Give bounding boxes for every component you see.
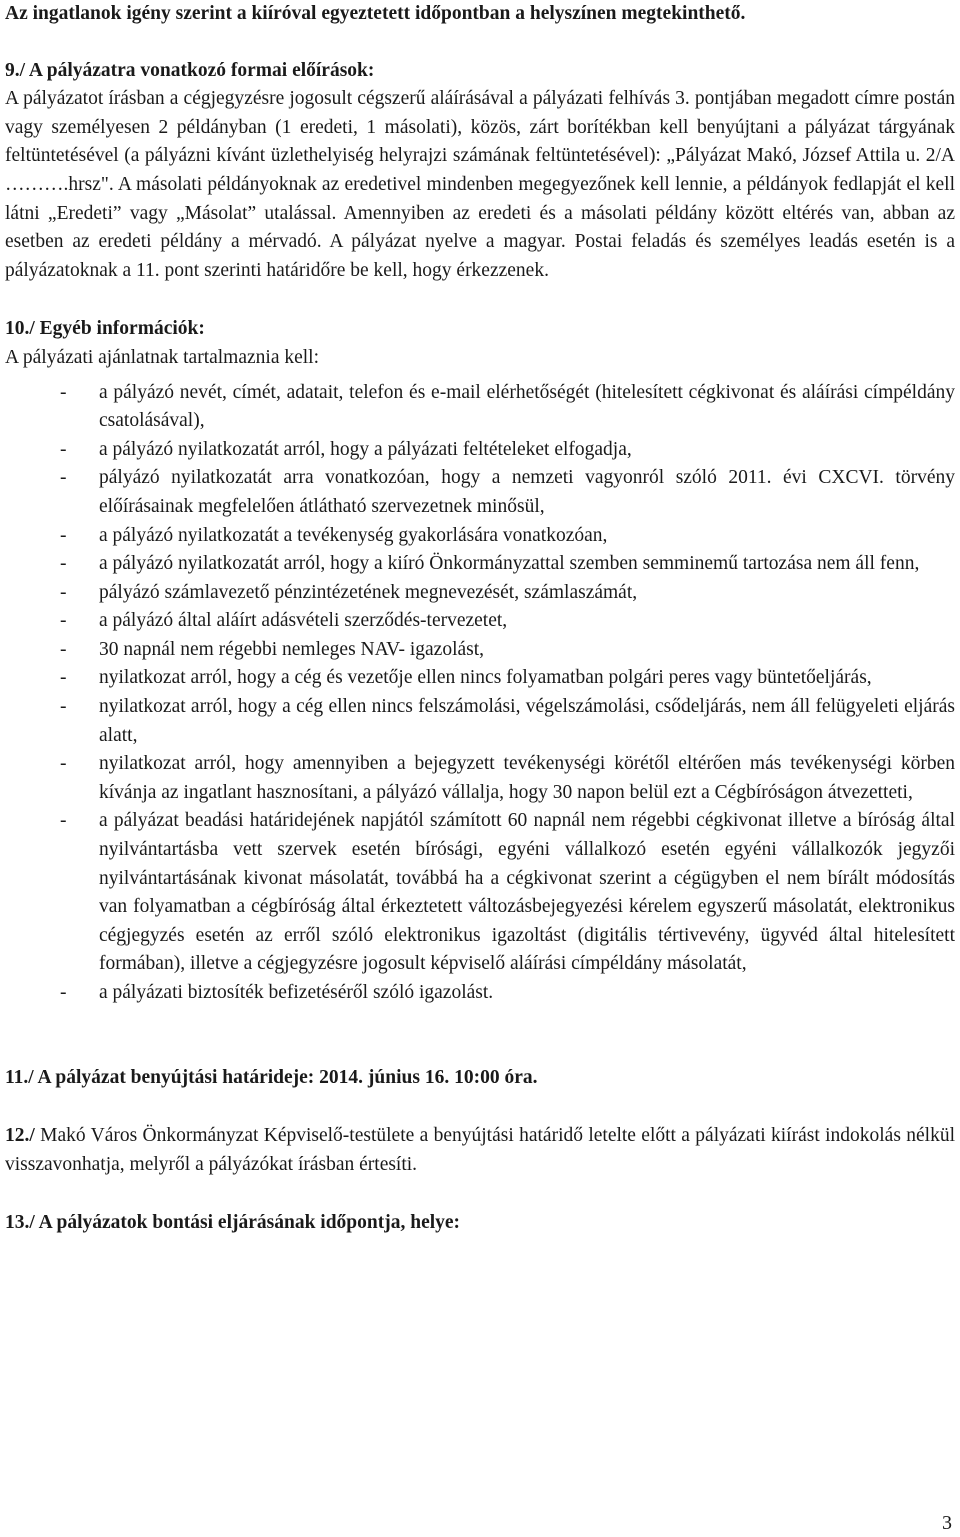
- list-item-text: pályázó nyilatkozatát arra vonatkozóan, hogy a nemzeti vagyonról szóló 2011. évi CXCVI. törvény előírásainak megfelelően átlátható szervezetnek minősül,: [99, 467, 955, 517]
- list-item-text: a pályázó nyilatkozatát arról, hogy a kiíró Önkormányzattal szemben semminemű tartozása nem áll fenn,: [99, 553, 920, 575]
- list-dash: -: [60, 381, 67, 403]
- requirements-list: [5, 379, 955, 1008]
- list-item-text: a pályázó nyilatkozatát a tevékenység gyakorlására vonatkozóan,: [99, 524, 608, 546]
- list-dash: -: [60, 696, 67, 718]
- list-item: [5, 636, 955, 665]
- list-dash: -: [60, 638, 67, 660]
- list-item: [5, 550, 955, 579]
- section-9: [5, 57, 955, 286]
- list-dash: -: [60, 467, 67, 489]
- list-item-text: nyilatkozat arról, hogy amennyiben a bejegyzett tevékenységi körétől eltérően más tevékenységi körben kívánja az ingatlant hasznosítani, a pályázó vállalja, hogy 30 napon belül ezt a Cégbíróságon átvezetteti,: [99, 753, 955, 803]
- section-10: [5, 315, 955, 1007]
- list-item: [5, 379, 955, 436]
- section-12: [5, 1122, 955, 1179]
- section-11-heading: 11./ A pályázat benyújtási határideje: 2014. június 16. 10:00 óra.: [5, 1066, 538, 1088]
- list-item: [5, 979, 955, 1008]
- list-item: [5, 807, 955, 979]
- section-9-text: A pályázatot írásban a cégjegyzésre jogosult cégszerű aláírásával a pályázati felhívás 3. pontjában megadott címre postán vagy személyesen 2 példányban (1 eredeti, 1 másolati), közös, zárt borítékban kell benyújtani a pályázat tárgyának feltüntetésével (a pályázni kívánt üzlethelyiség helyrajzi számának feltüntetésével): „Pályázat Makó, József Attila u. 2/A ……….hrsz". A másolati példányoknak az eredetivel mindenben megegyezőnek kell lennie, a példányok fedlapját el kell látni „Eredeti” vagy „Másolat” utalással. Amennyiben az eredeti és a másolati példány között eltérés van, abban az esetben az eredeti példány a mérvadó. A pályázat nyelve a magyar. Postai feladás és személyes leadás esetén is a pályázatoknak a 11. pont szerinti határidőre be kell, hogy érkezzenek.: [5, 88, 955, 281]
- list-dash: -: [60, 553, 67, 575]
- section-12-text: Makó Város Önkormányzat Képviselő-testülete a benyújtási határidő letelte előtt a pályázati kiírást indokolás nélkül visszavonhatja, melyről a pályázókat írásban értesíti.: [5, 1125, 955, 1175]
- document-page: [5, 0, 955, 1238]
- list-dash: -: [60, 610, 67, 632]
- list-dash: -: [60, 581, 67, 603]
- list-dash: -: [60, 982, 67, 1003]
- list-dash: -: [60, 438, 67, 460]
- section-9-heading: 9./ A pályázatra vonatkozó formai előírások:: [5, 59, 375, 81]
- list-item-text: nyilatkozat arról, hogy a cég és vezetője ellen nincs folyamatban polgári peres vagy büntetőeljárás,: [99, 667, 872, 689]
- list-item: [5, 579, 955, 608]
- list-item-text: a pályázó nevét, címét, adatait, telefon és e-mail elérhetőségét (hitelesített cégkivonat és aláírási címpéldány csatolásával),: [99, 381, 955, 432]
- list-item: [5, 464, 955, 521]
- list-item: [5, 664, 955, 693]
- list-item-text: a pályázó által aláírt adásvételi szerződés-tervezetet,: [99, 610, 508, 632]
- list-dash: -: [60, 667, 67, 689]
- list-dash: -: [60, 753, 67, 775]
- list-item-text: nyilatkozat arról, hogy a cég ellen nincs felszámolási, végelszámolási, csődeljárás, nem áll felügyeleti eljárás alatt,: [99, 696, 955, 746]
- list-item: [5, 693, 955, 750]
- section-13-heading: 13./ A pályázatok bontási eljárásának időpontja, helye:: [5, 1212, 461, 1234]
- section-10-heading: 10./ Egyéb információk:: [5, 318, 205, 340]
- list-item: [5, 607, 955, 636]
- list-item-text: pályázó számlavezető pénzintézetének megnevezését, számlaszámát,: [99, 581, 638, 603]
- list-item: [5, 522, 955, 551]
- page-number: 3: [942, 1512, 952, 1534]
- list-dash: -: [60, 524, 67, 546]
- section-10-intro: A pályázati ajánlatnak tartalmaznia kell:: [5, 346, 320, 368]
- list-item-text: 30 napnál nem régebbi nemleges NAV- igazolást,: [99, 638, 485, 660]
- list-dash: -: [60, 810, 67, 832]
- list-item-text: a pályázó nyilatkozatát arról, hogy a pályázati feltételeket elfogadja,: [99, 438, 632, 460]
- section-12-label: 12./: [5, 1125, 35, 1147]
- intro-paragraph: Az ingatlanok igény szerint a kiíróval egyeztetett időpontban a helyszínen megtekinthető.: [5, 3, 746, 24]
- list-item-text: a pályázat beadási határidejének napjától számított 60 napnál nem régebbi cégkivonat illetve a bíróság által nyilvántartásba vett szervek esetén bírósági, egyéni vállalkozó esetén egyéni vállalkozók jegyzői nyilvántartásának kivonat másolatát, továbbá ha a cégkivonat szerint a cégügyben el nem bírált módosítás van folyamatban a cégbíróság által érkeztetett változásbejegyezési kérelem egyszerű másolatát, elektronikus cégjegyzés esetén az erről szóló elektronikus igazoltást (digitális tértivevény, ügyvéd által hitelesített formában), illetve a cégjegyzésre jogosult képviselő aláírási címpéldány másolatát,: [99, 810, 955, 975]
- list-item: [5, 436, 955, 465]
- list-item-text: a pályázati biztosíték befizetéséről szóló igazolást.: [99, 982, 494, 1003]
- list-item: [5, 750, 955, 807]
